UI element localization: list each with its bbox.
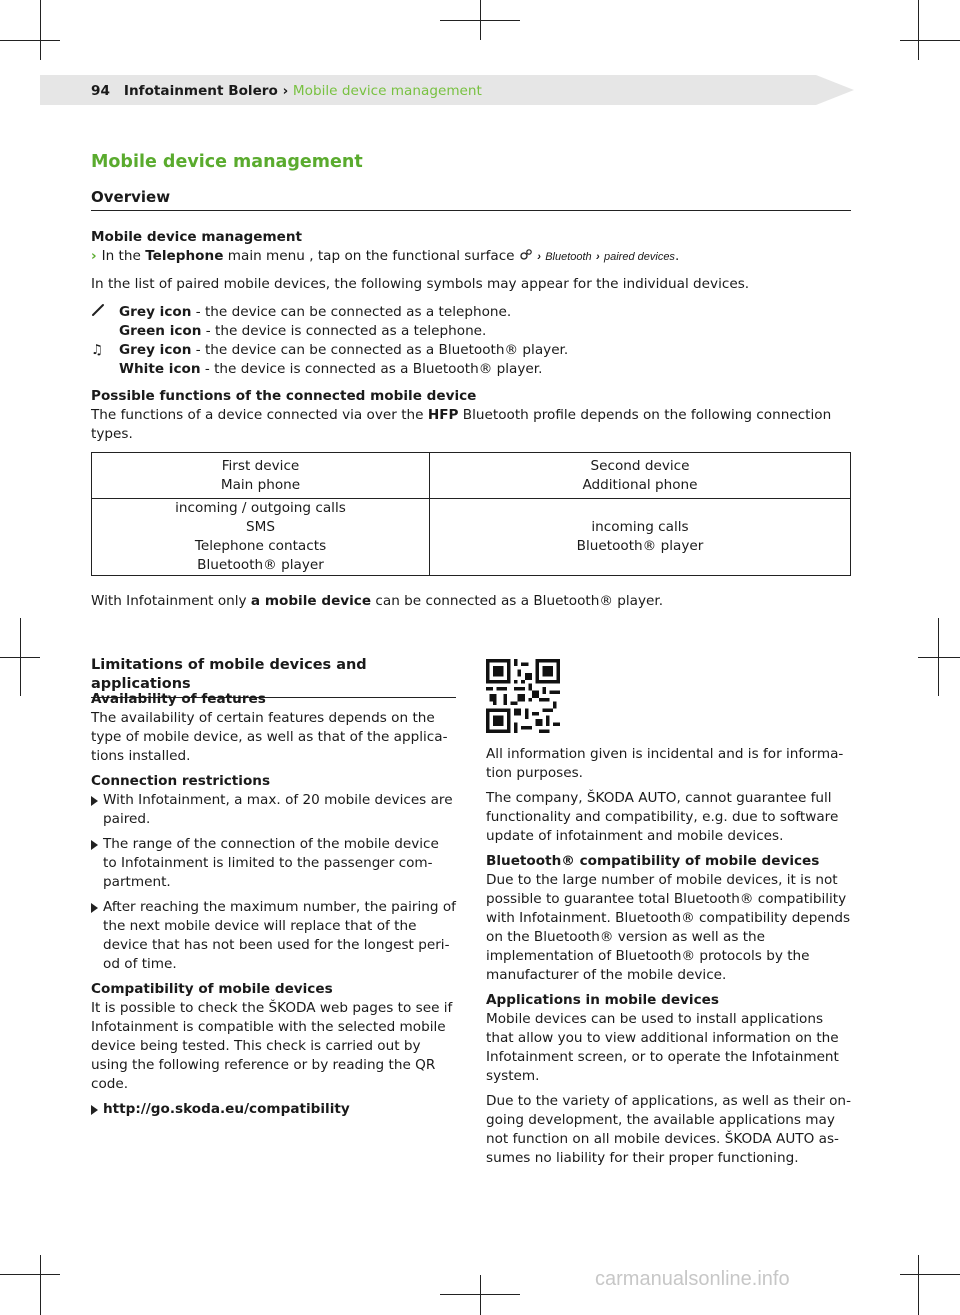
crop-mark	[918, 657, 960, 658]
overview-intro: In the list of paired mobile devices, the following symbols may appear for the individual devices.	[91, 276, 750, 292]
crop-mark	[40, 1255, 41, 1315]
bullet-triangle-icon	[91, 840, 98, 850]
crop-mark	[900, 40, 960, 41]
phone-handset-icon	[91, 303, 105, 317]
crop-mark	[0, 1274, 60, 1275]
restrictions-heading: Connection restrictions	[91, 773, 271, 789]
restrictions-list	[91, 791, 456, 974]
limitations-section	[91, 690, 456, 1125]
overview-section	[91, 228, 851, 444]
list-item: After reaching the maximum number, the pairing of the next mobile device will replace that of the device that has not been used for the longest period of time.	[91, 898, 456, 974]
table-cell: incoming calls Bluetooth® player	[430, 499, 851, 576]
limitations-heading: Limitations of mobile devices and applications	[91, 656, 456, 698]
table-cell: incoming / outgoing calls SMS Telephone contacts Bluetooth® player	[92, 499, 430, 576]
info-text: All information given is incidental and is for information purposes.	[486, 746, 844, 781]
crop-mark	[440, 1294, 520, 1295]
apps-heading: Applications in mobile devices	[486, 992, 719, 1008]
bt-heading: Bluetooth® compatibility of mobile devices	[486, 853, 820, 869]
header-separator: ›	[282, 83, 289, 99]
table-header-cell: First device Main phone	[92, 453, 430, 499]
crop-mark	[440, 20, 520, 21]
page-title: Mobile device management	[91, 152, 363, 172]
qr-code[interactable]	[486, 659, 560, 739]
info-section	[486, 745, 851, 1174]
crop-mark	[40, 0, 41, 60]
availability-heading: Availability of features	[91, 691, 266, 707]
compatibility-link[interactable]: http://go.skoda.eu/compatibility	[91, 1100, 456, 1119]
apps-text: Mobile devices can be used to install applications that allow you to view additional information on the Infotainment screen, or to operate the Infotainment system.	[486, 1011, 839, 1084]
music-note-icon: ♫	[91, 342, 104, 358]
page-number: 94	[91, 83, 110, 99]
bullet-triangle-icon	[91, 903, 98, 913]
crop-mark	[918, 1255, 919, 1315]
crop-mark	[900, 1274, 960, 1275]
settings-icon	[519, 249, 533, 261]
bullet-triangle-icon	[91, 1105, 98, 1115]
header-section: Infotainment Bolero	[123, 83, 278, 99]
crop-mark	[918, 0, 919, 60]
compat-text: It is possible to check the ŠKODA web pages to see if Infotainment is compatible with the selected mobile device being tested. This check is carried out by using the following reference or by reading the QR code.	[91, 1000, 453, 1092]
single-device-note: With Infotainment only a mobile device can be connected as a Bluetooth® player.	[91, 593, 664, 609]
crop-mark	[480, 1275, 481, 1315]
connection-table	[91, 452, 851, 576]
list-item: The range of the connection of the mobile device to Infotainment is limited to the passenger compartment.	[91, 835, 456, 892]
availability-text: The availability of certain features depends on the type of mobile device, as well as that of the applications installed.	[91, 710, 448, 764]
menu-path: › In the Telephone main menu , tap on the functional surface › Bluetooth › paired devices.	[91, 248, 680, 264]
list-item: With Infotainment, a max. of 20 mobile devices are paired.	[91, 791, 456, 829]
apps-text: Due to the variety of applications, as well as their ongoing development, the available applications may not function on all mobile devices. ŠKODA AUTO assumes no liability for their proper functioning.	[486, 1093, 851, 1166]
crop-mark	[0, 657, 40, 658]
bt-text: Due to the large number of mobile devices, it is not possible to guarantee total Bluetooth® compatibility with Infotainment. Bluetooth® compatibility depends on the Bluetooth® version as well as the implementation of Bluetooth® protocols by the manufacturer of the mobile device.	[486, 872, 851, 983]
symbol-row: Grey icon - the device can be connected as a telephone. Green icon - the device is connected as a telephone.	[91, 303, 851, 341]
overview-heading: Overview	[91, 188, 851, 211]
chevron-right-icon: ›	[91, 248, 97, 264]
table-header-cell: Second device Additional phone	[430, 453, 851, 499]
info-text: The company, ŠKODA AUTO, cannot guarantee full functionality and compatibility, e.g. due to software update of infotainment and mobile devices.	[486, 790, 839, 844]
overview-subheading: Mobile device management	[91, 229, 303, 245]
crop-mark	[0, 40, 60, 41]
functions-text: The functions of a device connected via over the HFP Bluetooth profile depends on the following connection types.	[91, 407, 832, 442]
functions-heading: Possible functions of the connected mobile device	[91, 388, 477, 404]
header-current: Mobile device management	[292, 83, 482, 99]
watermark: carmanualsonline.info	[595, 1268, 790, 1290]
running-header	[91, 82, 482, 101]
symbol-row: ♫ Grey icon - the device can be connected as a Bluetooth® player. White icon - the device is connected as a Bluetooth® player.	[91, 342, 569, 377]
header-bar-arrow	[816, 75, 854, 105]
compat-heading: Compatibility of mobile devices	[91, 981, 333, 997]
bullet-triangle-icon	[91, 796, 98, 806]
